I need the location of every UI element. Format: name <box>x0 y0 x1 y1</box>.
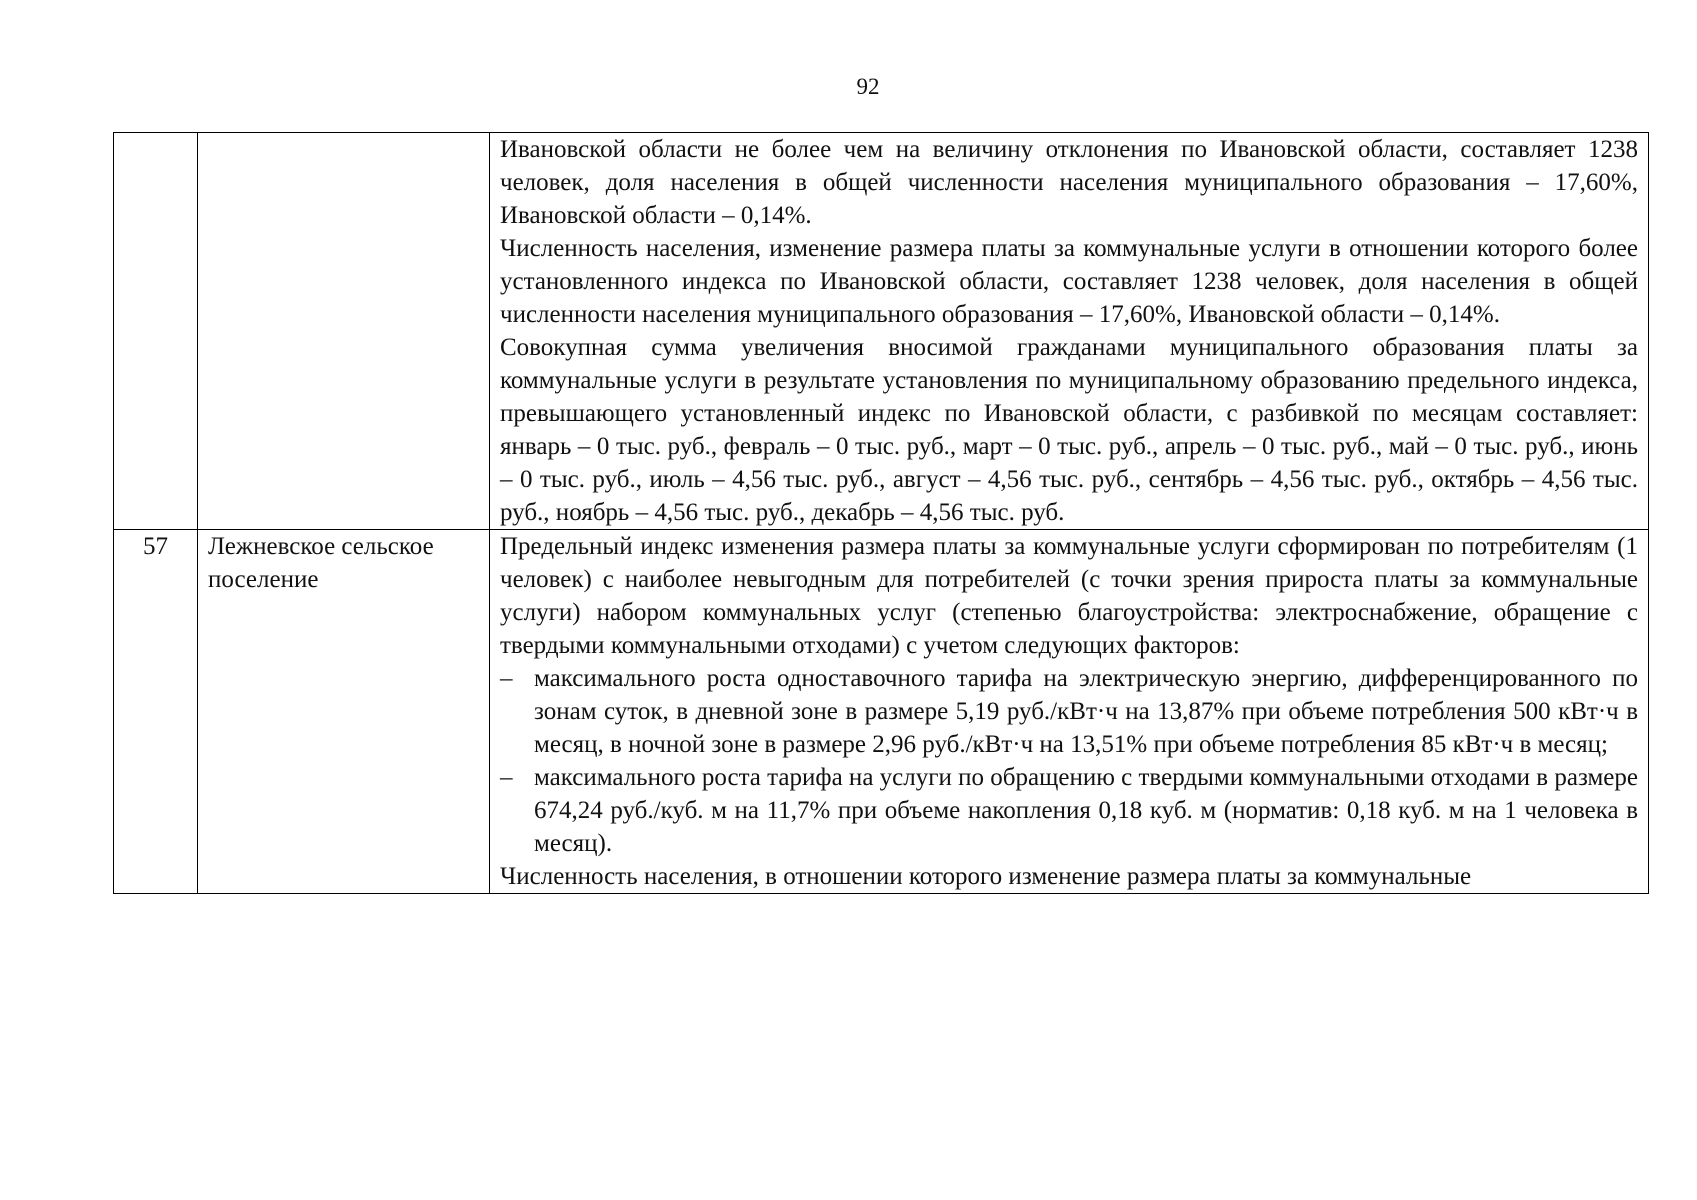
municipality-name-cell <box>198 133 490 530</box>
row-number-cell: 57 <box>114 530 198 894</box>
list-item <box>500 662 1638 761</box>
paragraph: Ивановской области не более чем на величину отклонения по Ивановской области, составляет 1238 человек, доля населения в общей численности населения муниципального образования – 17,60%, Ивановской области – 0,14%. <box>500 136 1638 229</box>
municipality-name-cell: Лежневское сельское поселение <box>198 530 490 894</box>
table-row <box>114 530 1649 894</box>
list-item <box>500 761 1638 860</box>
row-number-cell <box>114 133 198 530</box>
list-item-text: максимального роста одноставочного тарифа на электрическую энергию, дифференцированного по зонам суток, в дневной зоне в размере 5,19 руб./кВт·ч на 13,87% при объеме потребления 500 кВт·ч в месяц, в ночной зоне в размере 2,96 руб./кВт·ч на 13,51% при объеме потребления 85 кВт·ч в месяц; <box>534 665 1638 758</box>
dash-marker: – <box>500 764 513 791</box>
description-cell <box>490 133 1649 530</box>
paragraph: Численность населения, изменение размера платы за коммунальные услуги в отношении которого более установленного индекса по Ивановской области, составляет 1238 человек, доля населения в общей численности населения муниципального образования – 17,60%, Ивановской области – 0,14%. <box>500 235 1638 328</box>
closing-paragraph: Численность населения, в отношении которого изменение размера платы за коммунальные <box>500 863 1472 890</box>
table-row <box>114 133 1649 530</box>
index-table <box>113 132 1649 894</box>
intro-paragraph: Предельный индекс изменения размера платы за коммунальные услуги сформирован по потребителям (1 человек) с наиболее невыгодным для потребителей (с точки зрения прироста платы за коммунальные услуги) набором коммунальных услуг (степенью благоустройства: электроснабжение, обращение с твердыми коммунальными отходами) с учетом следующих факторов: <box>500 533 1638 659</box>
description-cell <box>490 530 1649 894</box>
dash-marker: – <box>500 665 513 692</box>
list-item-text: максимального роста тарифа на услуги по обращению с твердыми коммунальными отходами в размере 674,24 руб./куб. м на 11,7% при объеме накопления 0,18 куб. м (норматив: 0,18 куб. м на 1 человека в месяц). <box>534 764 1638 857</box>
paragraph: Совокупная сумма увеличения вносимой гражданами муниципального образования платы за коммунальные услуги в результате установления по муниципальному образованию предельного индекса, превышающего установленный индекс по Ивановской области, с разбивкой по месяцам составляет: январь – 0 тыс. руб., февраль – 0 тыс. руб., март – 0 тыс. руб., апрель – 0 тыс. руб., май – 0 тыс. руб., июнь – 0 тыс. руб., июль – 4,56 тыс. руб., август – 4,56 тыс. руб., сентябрь – 4,56 тыс. руб., октябрь – 4,56 тыс. руб., ноябрь – 4,56 тыс. руб., декабрь – 4,56 тыс. руб. <box>500 334 1638 526</box>
page-number: 92 <box>856 74 880 99</box>
